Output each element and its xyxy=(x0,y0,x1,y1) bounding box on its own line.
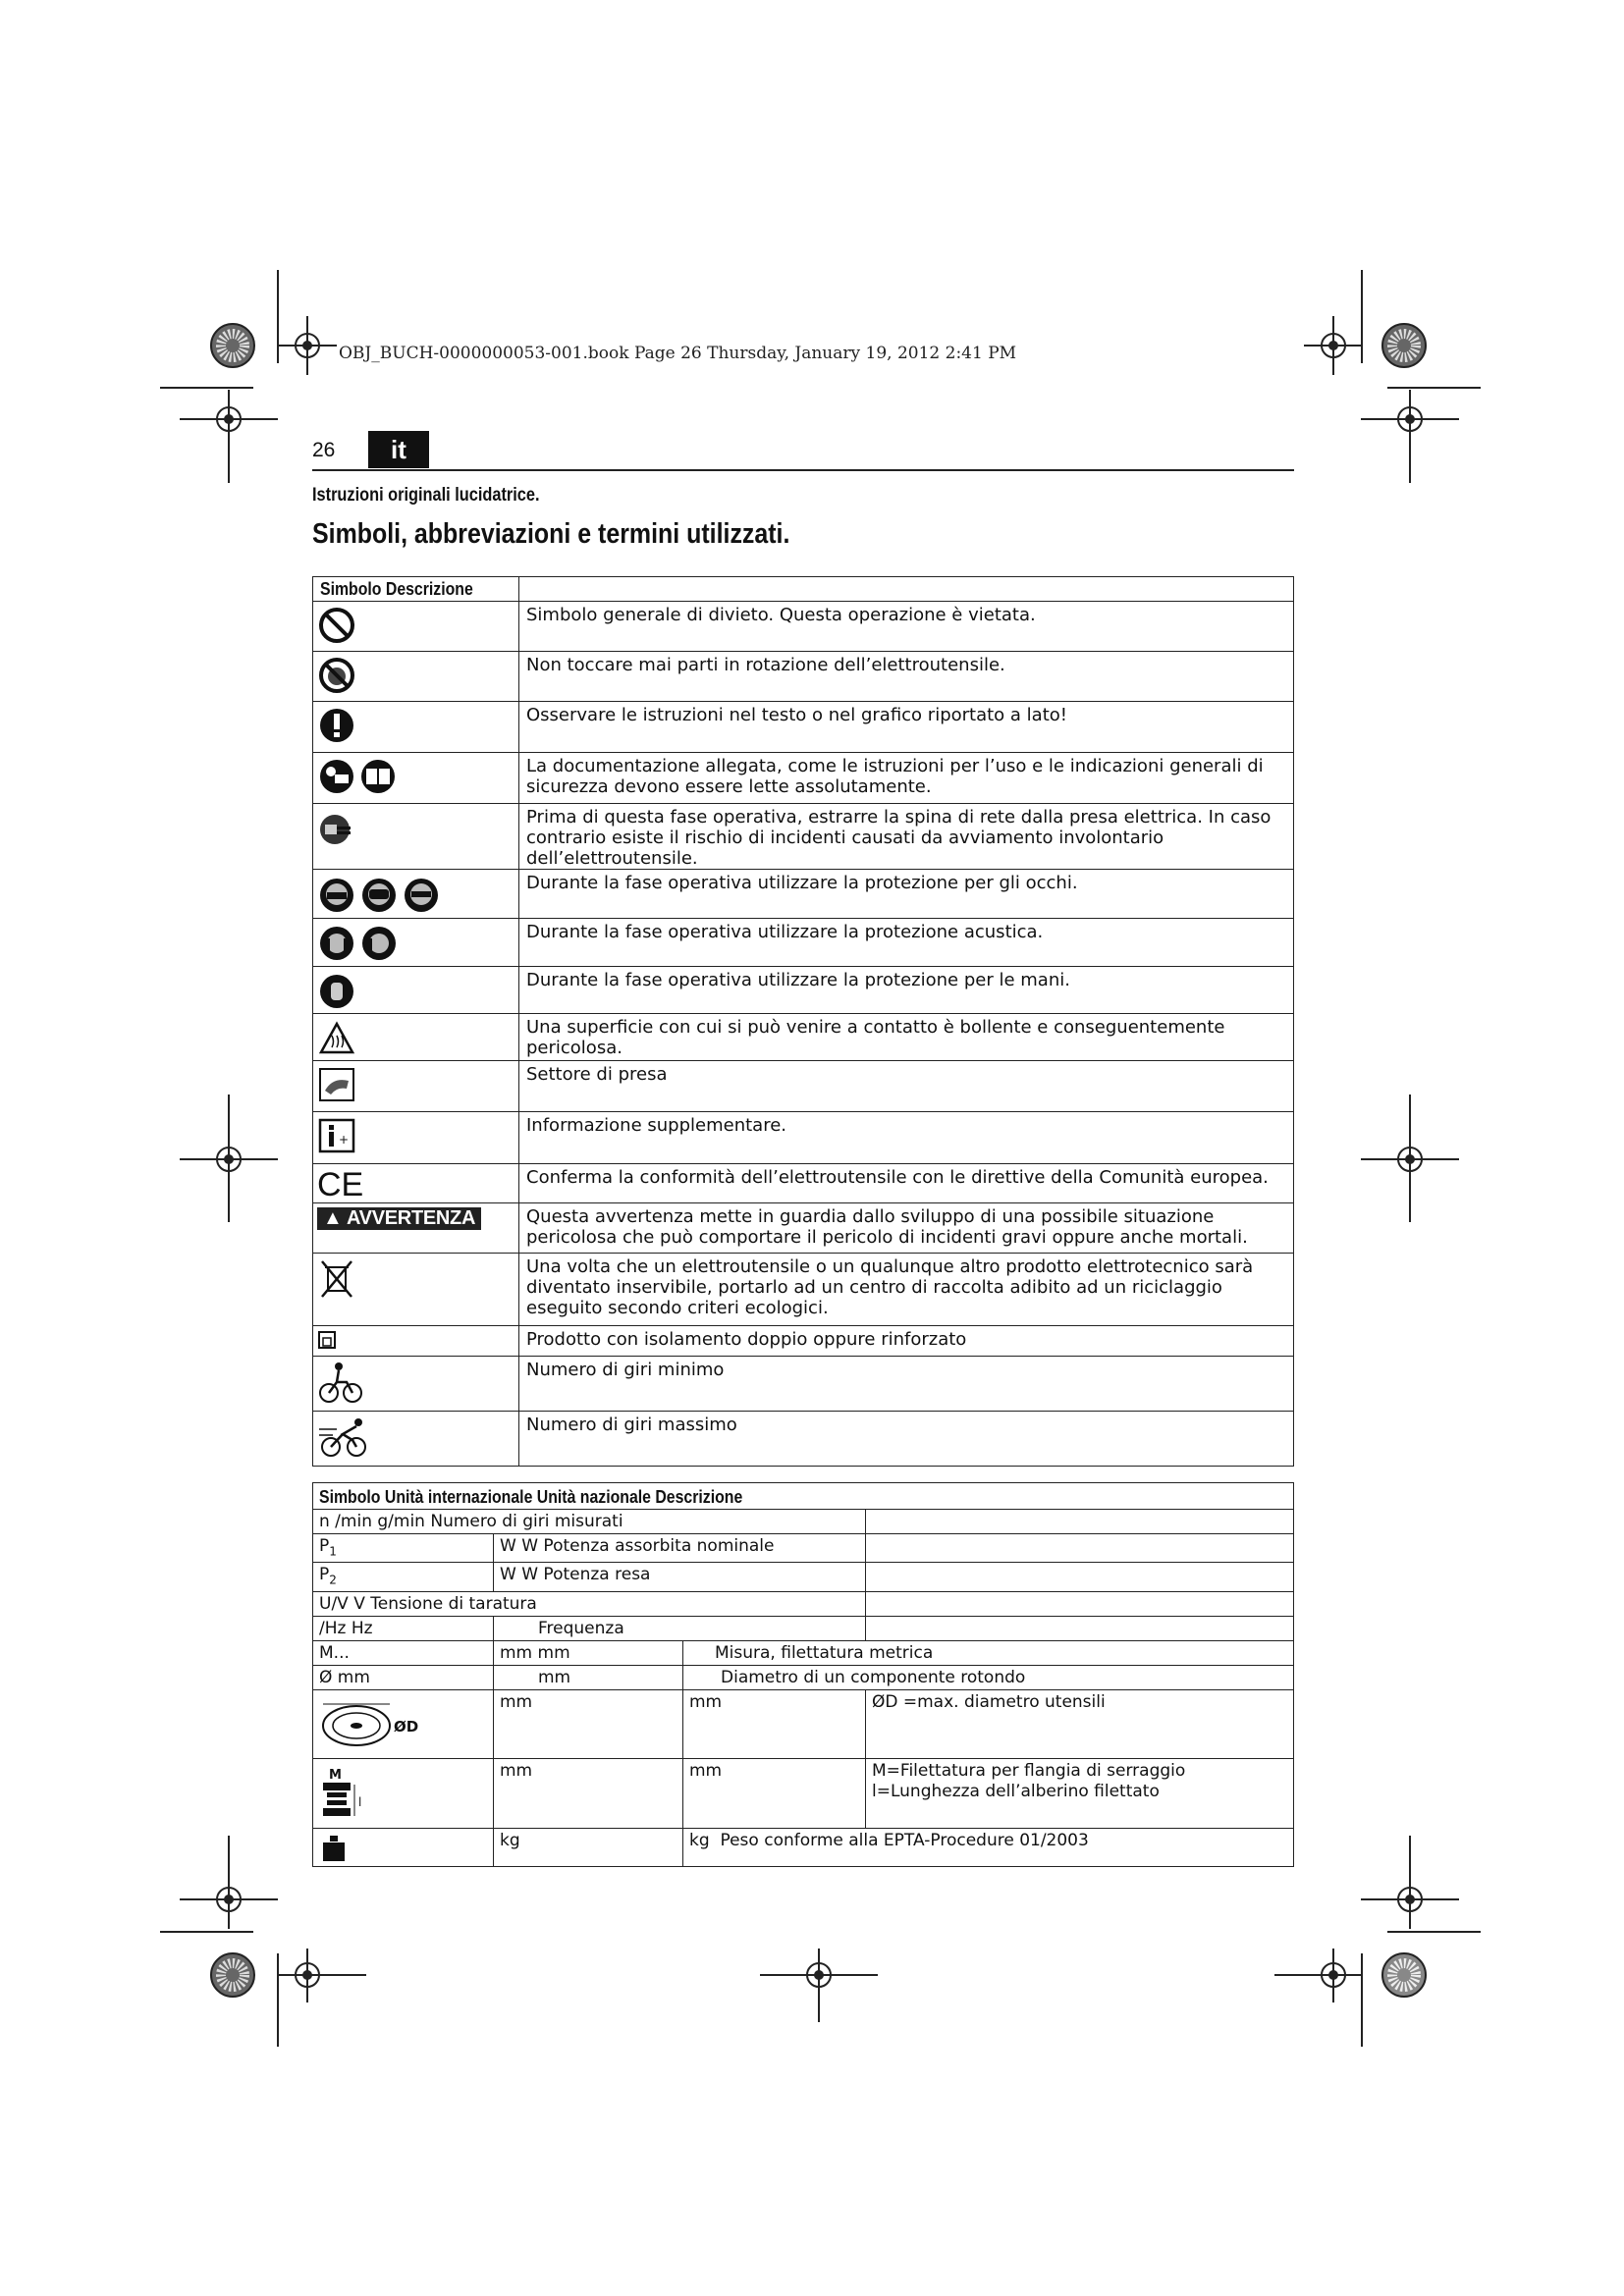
row-col2: mm xyxy=(494,1665,683,1689)
row-text: Diametro di un componente rotondo xyxy=(683,1665,1294,1689)
page-title: Simboli, abbreviazioni e termini utilizzati. xyxy=(312,518,790,550)
table-row xyxy=(313,753,1294,804)
table-row xyxy=(313,1563,1294,1591)
page-number: 26 xyxy=(312,439,336,461)
table-row xyxy=(313,1164,1294,1203)
ce-mark-icon: CE xyxy=(313,1164,519,1203)
row-col1: M... xyxy=(313,1640,494,1665)
row-description: Questa avvertenza mette in guardia dallo sviluppo di una possibile situazione pericolosa che può comportare il pericolo di incidenti gravi oppure anche mortali. xyxy=(519,1203,1294,1254)
table-row xyxy=(313,1828,1294,1866)
exclamation-icon xyxy=(313,702,519,753)
row-text: Misura, filettatura metrica xyxy=(683,1640,1294,1665)
unplug-icon xyxy=(313,804,519,870)
max-speed-icon xyxy=(313,1412,519,1467)
read-manual-icon xyxy=(313,753,519,804)
units-table-header-row xyxy=(313,1483,1294,1510)
row-intl-unit: mm xyxy=(494,1689,683,1758)
row-national-desc: kg Peso conforme alla EPTA-Procedure 01/2003 xyxy=(683,1828,1294,1866)
symbols-table xyxy=(312,576,1294,1467)
table-row xyxy=(313,967,1294,1014)
row-description: Non toccare mai parti in rotazione dell’elettroutensile. xyxy=(519,652,1294,702)
document-subtitle: Istruzioni originali lucidatrice. xyxy=(312,485,540,506)
row-col2: mm mm xyxy=(494,1640,683,1665)
table-row xyxy=(313,702,1294,753)
row-text: W W Potenza resa xyxy=(494,1563,866,1591)
row-national-unit: mm xyxy=(683,1758,866,1828)
row-description: Durante la fase operativa utilizzare la protezione acustica. xyxy=(519,919,1294,967)
thread-length-icon xyxy=(313,1758,494,1828)
row-description: Informazione supplementare. xyxy=(519,1112,1294,1164)
row-intl-unit: kg xyxy=(494,1828,683,1866)
table-row xyxy=(313,804,1294,870)
table-row xyxy=(313,602,1294,652)
book-info-line: OBJ_BUCH-0000000053-001.book Page 26 Thursday, January 19, 2012 2:41 PM xyxy=(339,344,1017,363)
table-row xyxy=(313,1616,1294,1640)
units-table xyxy=(312,1482,1294,1867)
row-description: La documentazione allegata, come le istruzioni per l’uso e le indicazioni generali di sicurezza devono essere lette assolutamente. xyxy=(519,753,1294,804)
crossed-bin-icon xyxy=(313,1254,519,1326)
row-text: n /min g/min Numero di giri misurati xyxy=(313,1510,866,1534)
min-speed-icon xyxy=(313,1357,519,1412)
row-description: Una volta che un elettroutensile o un qualunque altro prodotto elettrotecnico sarà diventato inservibile, portarlo ad un centro di raccolta adibito ad un riciclaggio eseguito secondo criteri ecologici. xyxy=(519,1254,1294,1326)
row-description: Osservare le istruzioni nel testo o nel grafico riportato a lato! xyxy=(519,702,1294,753)
hot-surface-icon xyxy=(313,1014,519,1061)
row-intl-unit: mm xyxy=(494,1758,683,1828)
warning-label: ▲ AVVERTENZA xyxy=(313,1203,519,1254)
weight-icon xyxy=(313,1828,494,1866)
symbols-table-header: Simbolo Descrizione xyxy=(313,577,519,602)
svg-text:ØD: ØD xyxy=(394,1717,419,1735)
row-text: W W Potenza assorbita nominale xyxy=(494,1534,866,1563)
row-description: Settore di presa xyxy=(519,1061,1294,1112)
table-row xyxy=(313,1112,1294,1164)
grip-area-icon xyxy=(313,1061,519,1112)
table-row xyxy=(313,1254,1294,1326)
symbols-table-header-row xyxy=(313,577,1294,602)
table-row xyxy=(313,1758,1294,1828)
information-icon xyxy=(313,1112,519,1164)
row-description: Una superficie con cui si può venire a contatto è bollente e conseguentemente pericolosa. xyxy=(519,1014,1294,1061)
row-description: Numero di giri massimo xyxy=(519,1412,1294,1467)
table-row xyxy=(313,1061,1294,1112)
table-row xyxy=(313,919,1294,967)
do-not-touch-rotating-icon xyxy=(313,652,519,702)
table-row xyxy=(313,1510,1294,1534)
svg-text:+: + xyxy=(339,1133,350,1147)
row-description: M=Filettatura per flangia di serraggio l=Lunghezza dell’alberino filettato xyxy=(866,1758,1294,1828)
row-description: ØD =max. diametro utensili xyxy=(866,1689,1294,1758)
language-badge: it xyxy=(368,431,429,468)
row-description: Prima di questa fase operativa, estrarre la spina di rete dalla presa elettrica. In caso contrario esiste il rischio di incidenti causati da avviamento involontario dell’elettroutensile. xyxy=(519,804,1294,870)
table-row xyxy=(313,870,1294,919)
table-row xyxy=(313,1326,1294,1357)
units-table-header: Simbolo Unità internazionale Unità nazionale Descrizione xyxy=(313,1483,1294,1510)
double-insulation-icon xyxy=(313,1326,519,1357)
row-text: Frequenza xyxy=(494,1616,866,1640)
row-col1: /Hz Hz xyxy=(313,1616,494,1640)
table-row xyxy=(313,1665,1294,1689)
hand-protection-icon xyxy=(313,967,519,1014)
header-rule xyxy=(312,469,1294,471)
table-row xyxy=(313,1412,1294,1467)
table-row xyxy=(313,1357,1294,1412)
row-description: Simbolo generale di divieto. Questa operazione è vietata. xyxy=(519,602,1294,652)
row-description: Prodotto con isolamento doppio oppure rinforzato xyxy=(519,1326,1294,1357)
row-national-unit: mm xyxy=(683,1689,866,1758)
row-description: Durante la fase operativa utilizzare la protezione per gli occhi. xyxy=(519,870,1294,919)
row-text: U/V V Tensione di taratura xyxy=(313,1591,866,1616)
svg-text:l: l xyxy=(358,1794,362,1809)
row-col1: Ø mm xyxy=(313,1665,494,1689)
eye-protection-icon xyxy=(313,870,519,919)
row-description: Durante la fase operativa utilizzare la protezione per le mani. xyxy=(519,967,1294,1014)
row-symbol: $P_1$ xyxy=(313,1534,494,1563)
row-description: Conferma la conformità dell’elettroutensile con le direttive della Comunità europea. xyxy=(519,1164,1294,1203)
row-description: Numero di giri minimo xyxy=(519,1357,1294,1412)
prohibition-icon xyxy=(313,602,519,652)
row-symbol: $P_2$ xyxy=(313,1563,494,1591)
table-row xyxy=(313,1014,1294,1061)
disc-diameter-icon xyxy=(313,1689,494,1758)
table-row xyxy=(313,1203,1294,1254)
table-row xyxy=(313,1591,1294,1616)
table-row xyxy=(313,652,1294,702)
table-row xyxy=(313,1689,1294,1758)
ear-protection-icon xyxy=(313,919,519,967)
table-row xyxy=(313,1534,1294,1563)
svg-text:M: M xyxy=(329,1767,342,1783)
table-row xyxy=(313,1640,1294,1665)
